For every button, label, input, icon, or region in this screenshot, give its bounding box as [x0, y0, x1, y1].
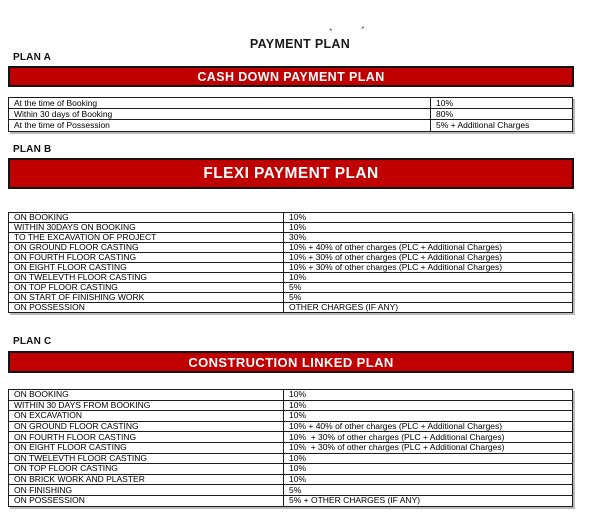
table-row: [9, 120, 573, 131]
plan-c-banner-title: CONSTRUCTION LINKED PLAN: [188, 354, 394, 370]
plan-b-label: PLAN B: [13, 144, 52, 155]
payment-value-cell: 10%: [284, 400, 573, 411]
table-row: [9, 213, 573, 223]
plan-c-table: [8, 389, 573, 507]
payment-stage-cell: WITHIN 30DAYS ON BOOKING: [9, 223, 284, 233]
payment-stage-cell: At the time of Possession: [9, 120, 431, 131]
table-row: [9, 474, 573, 485]
plan-a-table: [8, 97, 573, 132]
table-row: [9, 293, 573, 303]
payment-stage-cell: ON FINISHING: [9, 485, 284, 496]
payment-value-cell: 10%: [431, 98, 573, 109]
table-row: [9, 411, 573, 422]
payment-value-cell: 10%: [284, 390, 573, 401]
plan-b-table: [8, 212, 573, 313]
plan-b-banner: [8, 158, 574, 189]
payment-stage-cell: ON POSSESSION: [9, 495, 284, 506]
payment-value-cell: 5%: [284, 485, 573, 496]
table-row: [9, 223, 573, 233]
payment-stage-cell: ON FOURTH FLOOR CASTING: [9, 253, 284, 263]
page-title: PAYMENT PLAN: [249, 37, 351, 51]
payment-value-cell: 5% + Additional Charges: [431, 120, 573, 131]
payment-stage-cell: ON GROUND FLOOR CASTING: [9, 243, 284, 253]
payment-value-cell: 10% + 40% of other charges (PLC + Additional Charges): [284, 243, 573, 253]
table-row: [9, 485, 573, 496]
table-row: [9, 98, 573, 109]
payment-stage-cell: At the time of Booking: [9, 98, 431, 109]
scan-artifact-mark: ´: [361, 26, 365, 38]
payment-value-cell: 10% + 30% of other charges (PLC + Additional Charges): [284, 442, 573, 453]
payment-stage-cell: ON GROUND FLOOR CASTING: [9, 421, 284, 432]
table-row: [9, 464, 573, 475]
payment-stage-cell: ON BOOKING: [9, 213, 284, 223]
payment-stage-cell: ON EIGHT FLOOR CASTING: [9, 263, 284, 273]
table-row: [9, 283, 573, 293]
table-row: [9, 453, 573, 464]
payment-value-cell: 5%: [284, 293, 573, 303]
payment-stage-cell: ON BRICK WORK AND PLASTER: [9, 474, 284, 485]
table-row: [9, 273, 573, 283]
table-row: [9, 400, 573, 411]
plan-a-banner: [8, 66, 574, 87]
plan-c-label: PLAN C: [13, 336, 52, 347]
payment-value-cell: 10%: [284, 223, 573, 233]
table-row: [9, 442, 573, 453]
table-row: [9, 432, 573, 443]
payment-stage-cell: ON TOP FLOOR CASTING: [9, 283, 284, 293]
payment-stage-cell: ON EXCAVATION: [9, 411, 284, 422]
payment-value-cell: OTHER CHARGES (IF ANY): [284, 303, 573, 313]
payment-value-cell: 80%: [431, 109, 573, 120]
payment-stage-cell: ON START OF FINISHING WORK: [9, 293, 284, 303]
plan-b-table-body: [9, 213, 573, 313]
payment-stage-cell: ON EIGHT FLOOR CASTING: [9, 442, 284, 453]
payment-stage-cell: WITHIN 30 DAYS FROM BOOKING: [9, 400, 284, 411]
payment-value-cell: 10% + 40% of other charges (PLC + Additional Charges): [284, 421, 573, 432]
payment-value-cell: 10% + 30% of other charges (PLC + Additional Charges): [284, 432, 573, 443]
plan-a-banner-title: CASH DOWN PAYMENT PLAN: [197, 69, 385, 84]
payment-value-cell: 5% + OTHER CHARGES (IF ANY): [284, 495, 573, 506]
payment-value-cell: 10%: [284, 273, 573, 283]
plan-c-table-body: [9, 390, 573, 507]
plan-a-table-body: [9, 98, 573, 132]
payment-value-cell: 10%: [284, 453, 573, 464]
table-row: [9, 109, 573, 120]
payment-value-cell: 10%: [284, 213, 573, 223]
payment-stage-cell: ON BOOKING: [9, 390, 284, 401]
payment-value-cell: 10%: [284, 411, 573, 422]
payment-stage-cell: ON TWELEVTH FLOOR CASTING: [9, 273, 284, 283]
plan-b-banner-title: FLEXI PAYMENT PLAN: [203, 164, 379, 182]
payment-stage-cell: Within 30 days of Booking: [9, 109, 431, 120]
table-row: [9, 303, 573, 313]
payment-stage-cell: ON TOP FLOOR CASTING: [9, 464, 284, 475]
payment-value-cell: 10% + 30% of other charges (PLC + Additional Charges): [284, 253, 573, 263]
scan-artifact-mark: `: [329, 28, 333, 40]
payment-value-cell: 30%: [284, 233, 573, 243]
table-row: [9, 253, 573, 263]
table-row: [9, 243, 573, 253]
payment-value-cell: 10%: [284, 474, 573, 485]
plan-c-banner: [8, 351, 574, 373]
plan-a-label: PLAN A: [13, 52, 52, 63]
table-row: [9, 233, 573, 243]
table-row: [9, 263, 573, 273]
payment-stage-cell: ON FOURTH FLOOR CASTING: [9, 432, 284, 443]
payment-stage-cell: ON TWELEVTH FLOOR CASTING: [9, 453, 284, 464]
payment-value-cell: 10%: [284, 464, 573, 475]
table-row: [9, 495, 573, 506]
payment-value-cell: 10% + 30% of other charges (PLC + Additional Charges): [284, 263, 573, 273]
table-row: [9, 421, 573, 432]
payment-stage-cell: ON POSSESSION: [9, 303, 284, 313]
payment-value-cell: 5%: [284, 283, 573, 293]
table-row: [9, 390, 573, 401]
payment-stage-cell: TO THE EXCAVATION OF PROJECT: [9, 233, 284, 243]
